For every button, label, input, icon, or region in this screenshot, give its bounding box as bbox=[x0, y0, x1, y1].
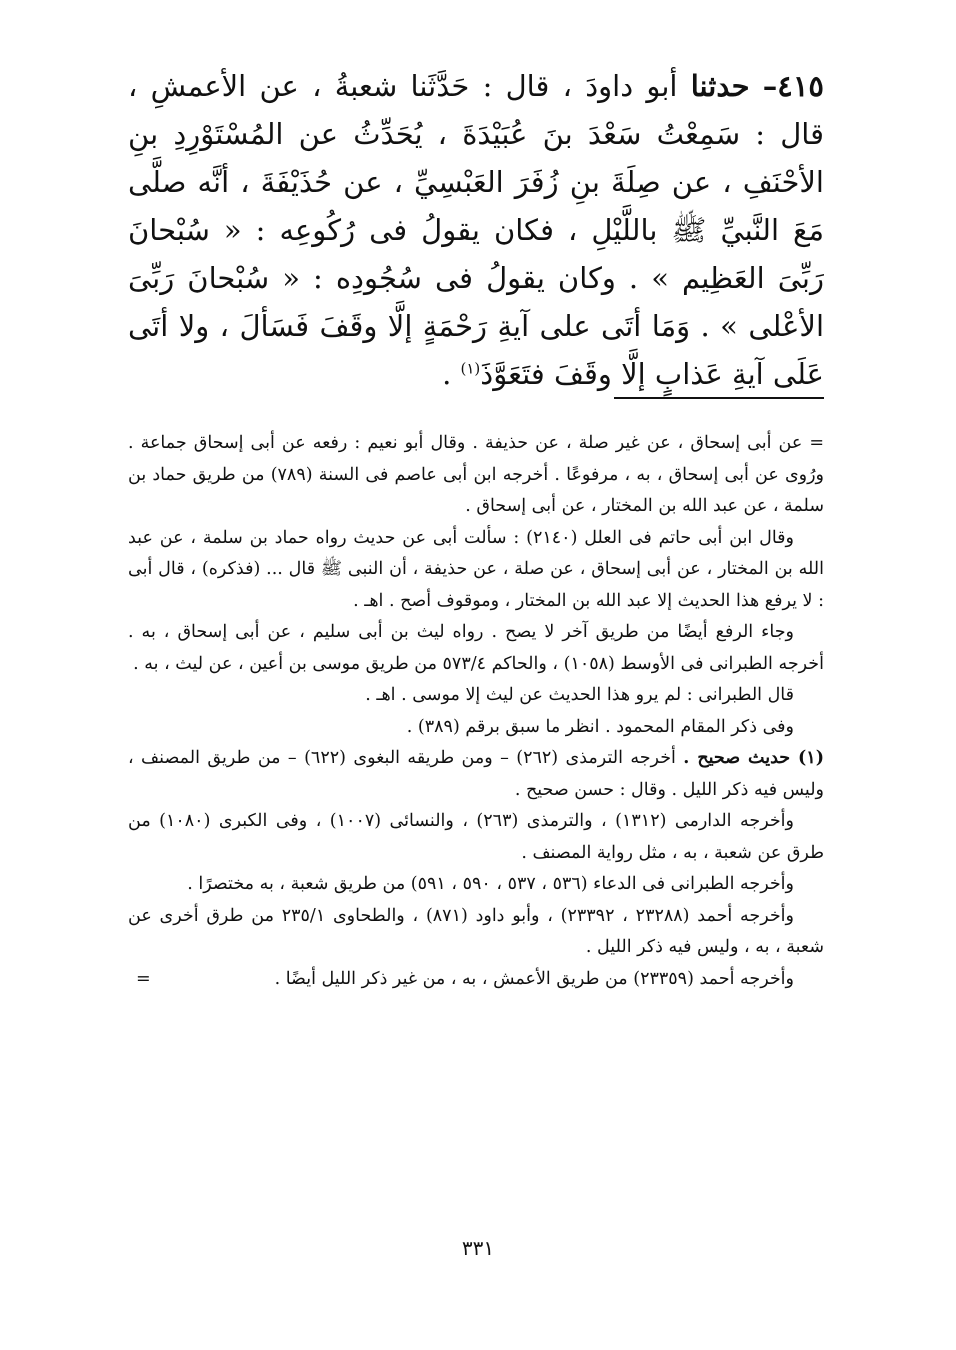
footnote-1-label: (١) حديث صحيح . bbox=[683, 748, 824, 768]
footnote-1-text: أخرجه الترمذى (٢٦٢) – ومن طريقه البغوى (٦٢٢) – من طريق المصنف ، وليس فيه ذكر الليل . وقال : حسن صحيح . bbox=[128, 748, 824, 800]
hadith-dash: – bbox=[762, 69, 778, 103]
note-paragraph: وأخرجه أحمد (٢٣٢٨٨ ، ٢٣٣٩٢) ، وأبو داود (٨٧١) ، والطحاوى ٢٣٥/١ من طرق أخرى عن شعبة ، به ، وليس فيه ذكر الليل . bbox=[128, 905, 824, 957]
hadith-lead-word: حدثنا bbox=[690, 69, 750, 103]
note-paragraph: قال الطبرانى : لم يرو هذا الحديث عن ليث إلا موسى . اهـ . bbox=[365, 685, 794, 705]
footnotes bbox=[128, 428, 824, 995]
page-number: ٣٣١ bbox=[461, 1236, 495, 1260]
continuation-mark: = bbox=[136, 968, 151, 989]
note-paragraph: وفى ذكر المقام المحمود . انظر ما سبق برقم (٣٨٩) . bbox=[406, 716, 794, 737]
note-paragraph: وجاء الرفع أيضًا من طريق آخر لا يصح . رواه ليث بن أبى سليم ، عن أبى إسحاق ، به . أخرجه الطبرانى فى الأوسط (١٠٥٨) ، والحاكم ٥٧٣/٤ من طريق موسى بن أعين ، عن ليث ، به . bbox=[128, 622, 824, 674]
hadith-end: . bbox=[442, 357, 461, 391]
hadith-body: أبو داودَ ، قال : حَدَّثَنا شعبةُ ، عن الأعمشِ ، قال : سَمِعْتُ سَعْدَ بنَ عُبَيْدَةَ ، يُحَدِّثُ عن المُسْتَوْرِدِ بنِ الأحْنَفِ ، عن صِلَةَ بنِ زُفَرَ العَبْسِيِّ ، عن حُذَيْفَةَ ، أنَّه صلَّى مَعَ النَّبيِّ ﷺ باللَّيْلِ ، فكان يقولُ فى رُكُوعِه : « سُبْحانَ رَبِّىَ العَظِيم » . وكان يقولُ فى سُجُودِه : « سُبْحانَ رَبِّىَ الأعْلى » . وَمَا أتَى على آيةِ رَحْمَةٍ إلَّا وقَفَ فَسَألَ ، ولا أتَى عَلَى آيةِ عَذابٍ إلَّا وقَفَ فتَعَوَّذَ bbox=[128, 69, 824, 391]
hadith-number: ٤١٥ bbox=[777, 69, 825, 103]
footnote-ref: (١) bbox=[460, 359, 481, 378]
footnote-divider bbox=[614, 397, 824, 399]
note-paragraph: وأخرجه الدارمى (١٣١٢) ، والترمذى (٢٦٣) ، والنسائى (١٠٠٧) ، وفى الكبرى (١٠٨٠) من طرق عن شعبة ، به ، مثل رواية المصنف . bbox=[128, 811, 824, 863]
note-paragraph: وأخرجه الطبرانى فى الدعاء (٥٣٦ ، ٥٣٧ ، ٥٩٠ ، ٥٩١) من طريق شعبة ، به مختصرًا . bbox=[187, 874, 794, 894]
note-paragraph: = عن أبى إسحاق ، عن غير صلة ، عن حذيفة . وقال أبو نعيم : رفعه عن أبى إسحاق جماعة . ورُوى عن أبى إسحاق ، به ، مرفوعًا . أخرجه ابن أبى عاصم فى السنة (٧٨٩) من طريق حماد بن سلمة ، عن عبد الله بن المختار ، عن أبى إسحاق . bbox=[128, 433, 824, 516]
footnote-1 bbox=[128, 743, 824, 806]
hadith-text bbox=[128, 62, 824, 398]
note-paragraph-last bbox=[128, 964, 824, 996]
note-last-text: وأخرجه أحمد (٢٣٣٥٩) من طريق الأعمش ، به ، من غير ذكر الليل أيضًا . bbox=[274, 968, 794, 989]
note-paragraph: وقال ابن أبى حاتم فى العلل (٢١٤٠) : سألت أبى عن حديث رواه حماد بن سلمة ، عن عبد الله بن المختار ، عن أبى إسحاق ، عن صلة ، عن حذيفة ، أن النبى ﷺ قال ... (فذكره) ، قال أبى : لا يرفع هذا الحديث إلا عبد الله بن المختار ، وموقوف أصح . اهـ . bbox=[128, 527, 824, 611]
